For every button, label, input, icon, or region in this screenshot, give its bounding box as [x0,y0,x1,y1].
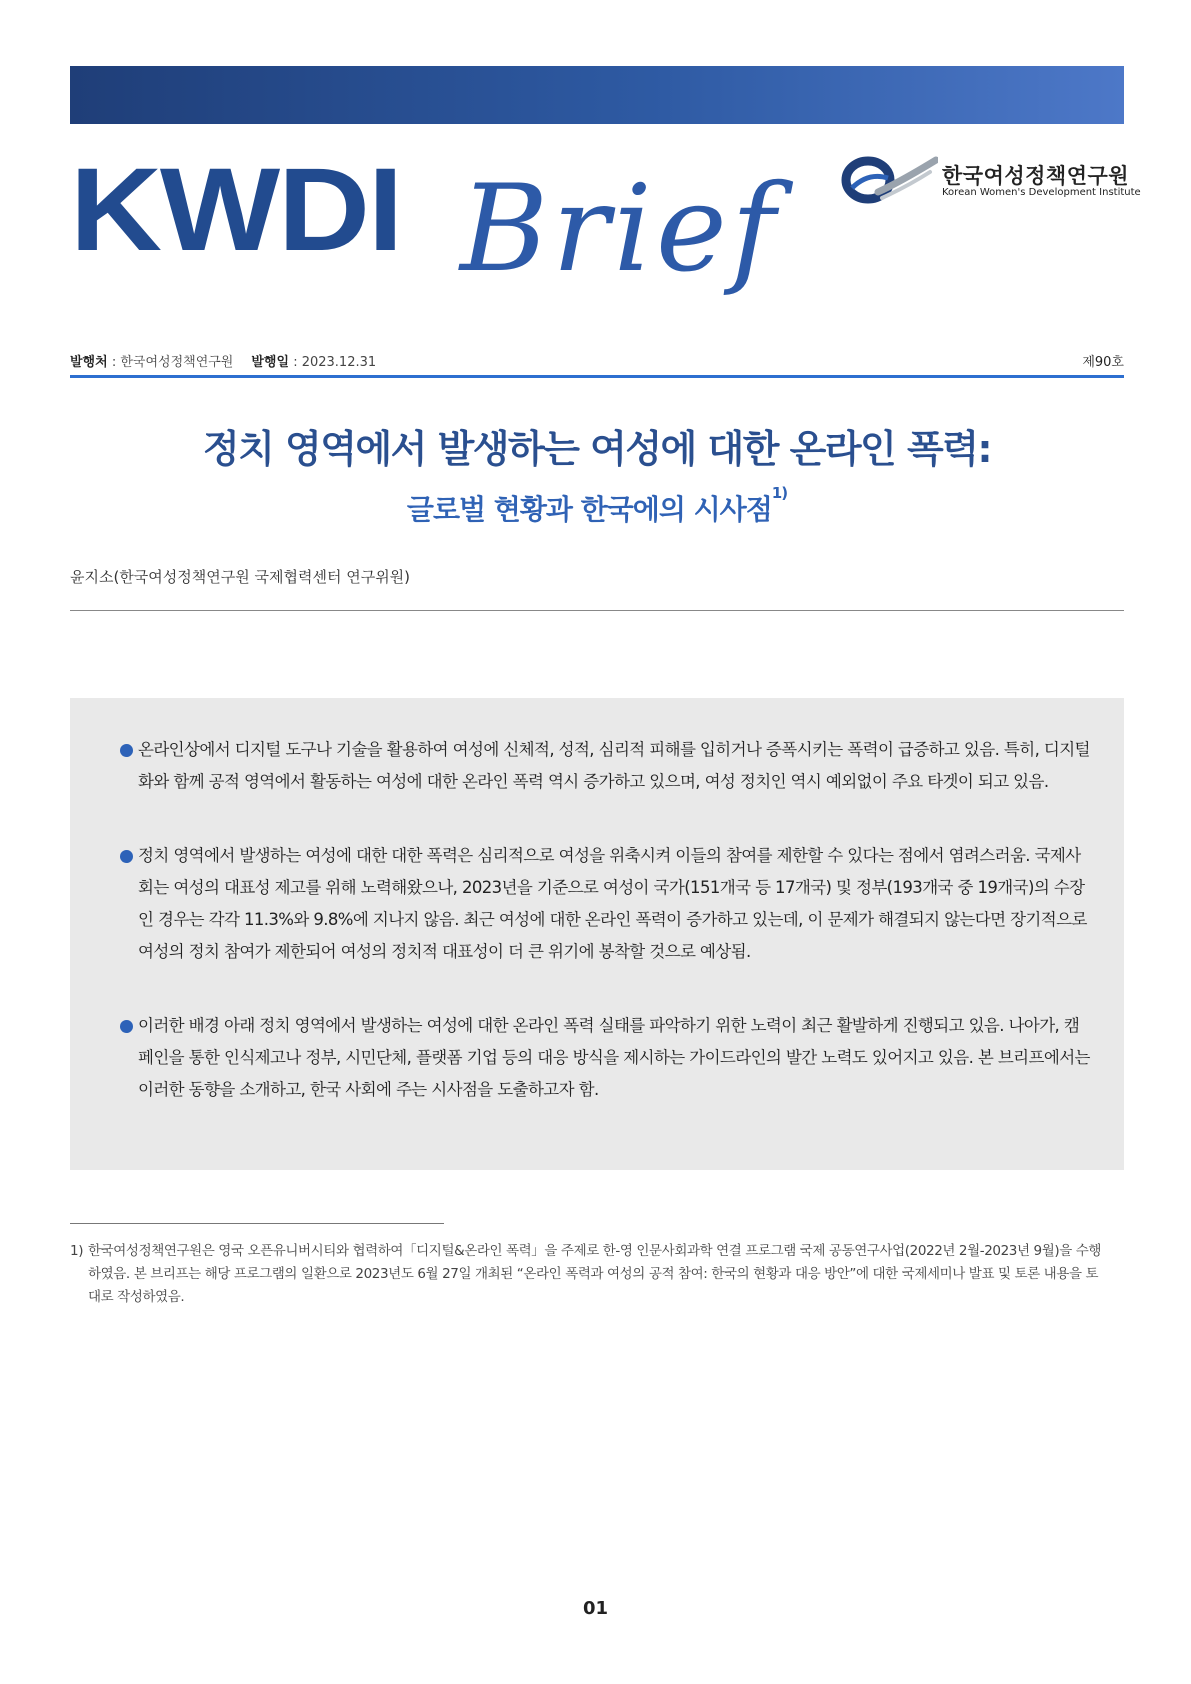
summary-bullet [120,734,1090,798]
issue-number: 제90호 [1082,355,1124,370]
summary-bullet [120,1010,1090,1106]
date-value: 2023.12.31 [301,355,377,370]
kwdi-logo-text: KWDI [70,144,402,276]
org-name-english: Korean Women's Development Institute [942,187,1141,198]
summary-box [70,698,1124,1170]
subtitle-footnote-mark: 1) [771,484,788,502]
bullet-dot-icon [120,744,133,757]
publication-meta [70,351,1124,371]
subtitle-text: 글로벌 현황과 한국에의 시사점 [406,493,772,526]
footnote-mark: 1) [70,1243,84,1259]
publisher-value: 한국여성정책연구원 [120,355,234,370]
brief-script-logo: Brief [460,160,780,299]
document-subtitle [70,484,1124,528]
publication-info: 발행처 : 한국여성정책연구원 발행일 : 2023.12.31 [70,355,377,370]
summary-bullet-text: 정치 영역에서 발생하는 여성에 대한 대한 폭력은 심리적으로 여성을 위축시켜 이들의 참여를 제한할 수 있다는 점에서 염려스러움. 국제사회는 여성의 대표성 제고를 위해 노력해왔으나, 2023년을 기준으로 여성이 국가(151개국 등 17개국) 및 정부(193개국 중 19개국)의 수장인 경우는 각각 11.3%와 9.8%에 지나지 않음. 최근 여성에 대한 온라인 폭력이 증가하고 있는데, 이 문제가 해결되지 않는다면 장기적으로 여성의 정치 참여가 제한되어 여성의 정치적 대표성이 더 큰 위기에 봉착할 것으로 예상됨. [138,846,1087,961]
page-number: 01 [582,1598,609,1619]
summary-bullet [120,840,1090,968]
footnote [70,1240,1110,1309]
org-emblem-icon [838,152,938,208]
publisher-label: 발행처 [70,355,108,370]
author-line: 윤지소(한국여성정책연구원 국제협력센터 연구위원) [70,568,411,586]
org-name-korean: 한국여성정책연구원 [942,164,1130,188]
summary-bullet-text: 온라인상에서 디지털 도구나 기술을 활용하여 여성에 신체적, 성적, 심리적 피해를 입히거나 증폭시키는 폭력이 급증하고 있음. 특히, 디지털화와 함께 공적 영역에서 활동하는 여성에 대한 온라인 폭력 역시 증가하고 있으며, 여성 정치인 역시 예외없이 주요 타겟이 되고 있음. [138,740,1090,791]
header-band [70,66,1124,124]
footnote-text: 한국여성정책연구원은 영국 오픈유니버시티와 협력하여「디지털&온라인 폭력」을 주제로 한-영 인문사회과학 연결 프로그램 국제 공동연구사업(2022년 2월-2023년 9월)을 수행하였음. 본 브리프는 해당 프로그램의 일환으로 2023년도 6월 27일 개최된 “온라인 폭력과 여성의 공적 참여: 한국의 현황과 대응 방안”에 대한 국제세미나 발표 및 토론 내용을 토대로 작성하였음. [88,1243,1102,1305]
summary-bullet-text: 이러한 배경 아래 정치 영역에서 발생하는 여성에 대한 온라인 폭력 실태를 파악하기 위한 노력이 최근 활발하게 진행되고 있음. 나아가, 캠페인을 통한 인식제고나 정부, 시민단체, 플랫폼 기업 등의 대응 방식을 제시하는 가이드라인의 발간 노력도 있어지고 있음. 본 브리프에서는 이러한 동향을 소개하고, 한국 사회에 주는 시사점을 도출하고자 함. [138,1016,1090,1099]
document-title: 정치 영역에서 발생하는 여성에 대한 온라인 폭력: [202,427,992,471]
bullet-dot-icon [120,1020,133,1033]
author-divider [70,610,1124,611]
bullet-dot-icon [120,850,133,863]
date-label: 발행일 [251,355,290,370]
meta-divider [70,375,1124,378]
org-logo [838,152,1141,208]
footnote-divider [70,1223,444,1224]
